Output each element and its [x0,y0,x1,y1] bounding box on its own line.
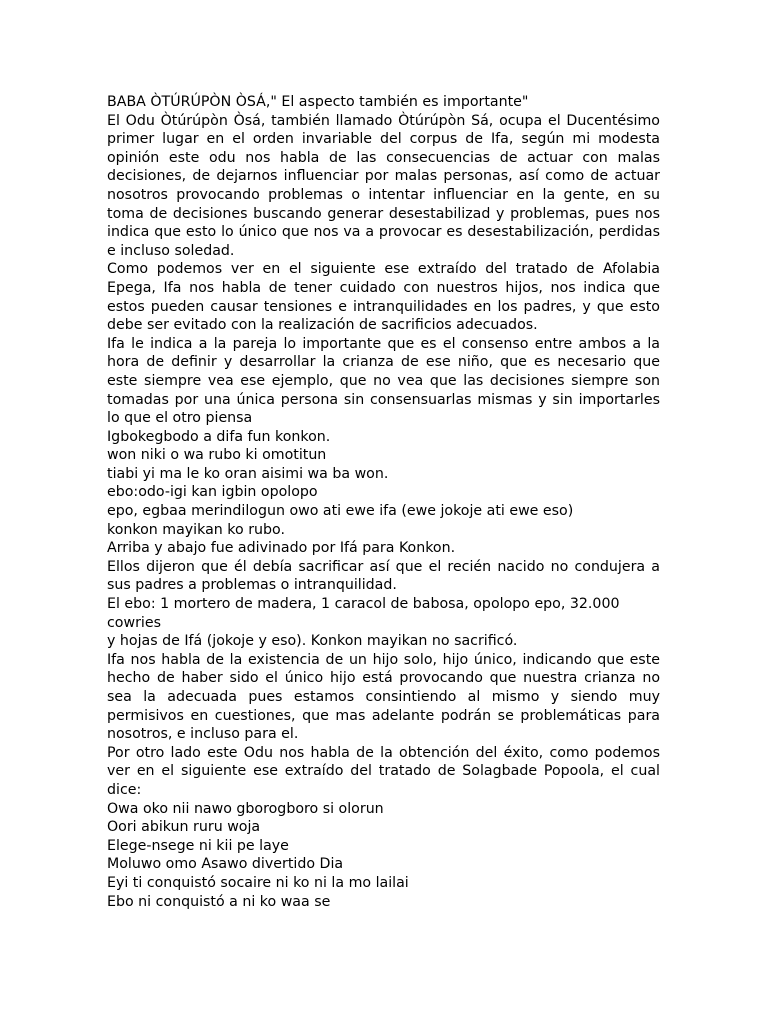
document-paragraph: Arriba y abajo fue adivinado por Ifá para Konkon. [107,540,456,557]
document-paragraph: El ebo: 1 mortero de madera, 1 caracol de babosa, opolopo epo, 32.000 cowries [107,596,620,631]
document-paragraph: Oori abikun ruru woja [107,819,261,836]
document-paragraph: Como podemos ver en el siguiente ese extraído del tratado de Afolabia Epega, Ifa nos habla de tener cuidado con nuestros hijos, nos indica que estos pueden causar tensiones e intranquilidades en los padres, y que esto debe ser evitado con la realización de sacrificios adecuados. [107,261,660,334]
document-paragraph: Owa oko nii nawo gborogboro si olorun [107,800,384,817]
document-paragraph: tiabi yi ma le ko oran aisimi wa ba won. [107,465,389,482]
document-paragraph: Moluwo omo Asawo divertido Dia [107,856,344,873]
document-paragraph: Elege-nsege ni kii pe laye [107,837,289,854]
document-paragraph: Ebo ni conquistó a ni ko waa se [107,893,331,910]
document-paragraph: epo, egbaa merindilogun owo ati ewe ifa (ewe jokoje ati ewe eso) [107,503,574,520]
document-paragraph: Ellos dijeron que él debía sacrificar así que el recién nacido no condujera a sus padres a problemas o intranquilidad. [107,558,660,594]
document-body [107,93,660,911]
document-paragraph: y hojas de Ifá (jokoje y eso). Konkon mayikan no sacrificó. [107,633,518,650]
document-paragraph: Igbokegbodo a difa fun konkon. [107,428,331,445]
document-paragraph: Por otro lado este Odu nos habla de la obtención del éxito, como podemos ver en el siguiente ese extraído del tratado de Solagbade Popoola, el cual dice: [107,744,660,798]
document-paragraph: Ifa nos habla de la existencia de un hijo solo, hijo único, indicando que este hecho de haber sido el único hijo está provocando que nuestra crianza no sea la adecuada pues estamos consintiendo al mismo y siendo muy permisivos en cuestiones, que mas adelante podrán se problemáticas para nosotros, e incluso para el. [107,651,660,743]
document-paragraph: won niki o wa rubo ki omotitun [107,447,327,464]
document-paragraph: konkon mayikan ko rubo. [107,521,285,538]
document-title: BABA ÒTÚRÚPÒN ÒSÁ," El aspecto también es importante" [107,94,529,110]
document-paragraph: El Odu Òtúrúpòn Òsá, también llamado Òtúrúpòn Sá, ocupa el Ducentésimo primer lugar en el orden invariable del corpus de Ifa, según mi modesta opinión este odu nos habla de las consecuencias de actuar con malas decisiones, de dejarnos influenciar por malas personas, así como de actuar nosotros provocando problemas o intentar influenciar en la gente, en su toma de decisiones buscando generar desestabilizad y problemas, pues nos indica que esto lo único que nos va a provocar es desestabilización, perdidas e incluso soledad. [107,112,660,259]
document-paragraph: Ifa le indica a la pareja lo importante que es el consenso entre ambos a la hora de definir y desarrollar la crianza de ese niño, que es necesario que este siempre vea ese ejemplo, que no vea que las decisiones siempre son tomadas por una única persona sin consensuarlas mismas y sin importarles lo que el otro piensa [107,335,660,427]
document-paragraph: Eyi ti conquistó socaire ni ko ni la mo lailai [107,874,409,891]
document-paragraph: ebo:odo-igi kan igbin opolopo [107,484,318,501]
paragraph-list [107,112,660,912]
